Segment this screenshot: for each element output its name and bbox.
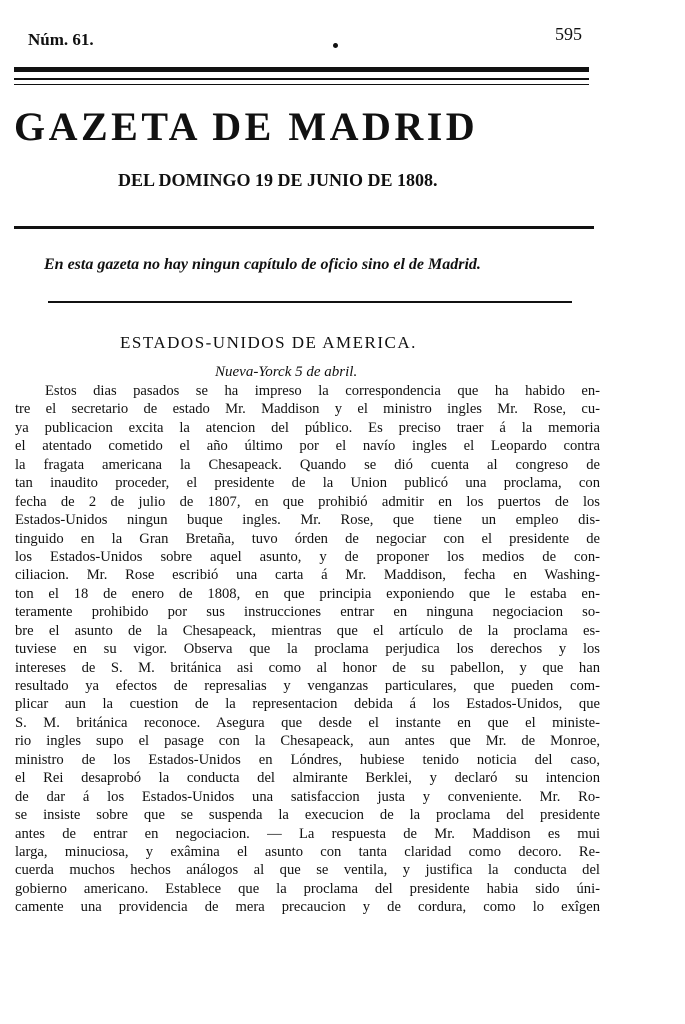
notice-rule <box>48 301 572 303</box>
article-dateline: Nueva-Yorck 5 de abril. <box>215 364 358 380</box>
article-line: antes de entrar en negociacion. — La respuesta de Mr. Maddison es mui <box>15 825 600 842</box>
article-line: larga, minuciosa, y exâmina el asunto con tanta claridad como decoro. Re- <box>15 843 600 860</box>
article-line: los Estados-Unidos sobre aquel asunto, y de proponer los medios de con- <box>15 548 600 565</box>
issue-number: Núm. 61. <box>28 30 94 49</box>
top-rule-thin-2 <box>14 84 589 85</box>
article-line: ciliacion. Mr. Rose escribió una carta á Mr. Maddison, fecha en Washing- <box>15 567 600 584</box>
article-line: plicar aun la cuestion de la representacion debida á los Estados-Unidos, que <box>15 696 600 713</box>
article-line: Estados-Unidos ningun buque ingles. Mr. Rose, que tiene un empleo dis- <box>15 512 600 529</box>
article-line: tuviese en su vigor. Observa que la proclama perjudica los derechos y los <box>15 641 600 658</box>
article-line: Estos dias pasados se ha impreso la correspondencia que ha habido en- <box>45 383 600 399</box>
article-line: se insiste sobre que se suspenda la execucion de la proclama del presidente <box>15 807 600 824</box>
article-line: de dar á los Estados-Unidos una satisfaccion justa y conveniente. Mr. Ro- <box>15 788 600 805</box>
article-line: tinguido en la Gran Bretaña, tuvo órden de negociar con el presidente de <box>15 530 600 547</box>
article-line: cuerda muchos hechos análogos al que se ventila, y justifica la conducta del <box>15 862 600 879</box>
article-line: camente una providencia de mera precaucion y de cordura, como lo exîgen <box>15 899 600 916</box>
official-notice: En esta gazeta no hay ningun capítulo de oficio sino el de Madrid. <box>44 256 481 273</box>
article-line: la fragata americana la Chesapeack. Quando se dió cuenta al congreso de <box>15 456 600 473</box>
article-line: tre el secretario de estado Mr. Maddison y el ministro ingles Mr. Rose, cu- <box>15 401 600 418</box>
section-title: ESTADOS-UNIDOS DE AMERICA. <box>120 333 417 352</box>
article-line: fecha de 2 de julio de 1807, en que prohibió admitir en los puertos de los <box>15 493 600 510</box>
masthead-date: DEL DOMINGO 19 DE JUNIO DE 1808. <box>118 170 438 190</box>
article-line: ton el 18 de enero de 1808, en que principia exponiendo que le estaba en- <box>15 585 600 602</box>
page-number: 595 <box>555 24 582 44</box>
article-line: intereses de S. M. británica asi como al honor de su pabellon, y que han <box>15 659 600 676</box>
date-rule <box>14 226 594 229</box>
top-rule-thin <box>14 78 589 80</box>
article-line: gobierno americano. Establece que la proclama del presidente habia sido úni- <box>15 880 600 897</box>
masthead-title: GAZETA DE MADRID <box>14 104 479 149</box>
article-line: el atentado cometido el año último por el navío ingles el Leopardo contra <box>15 438 600 455</box>
article-line: ya publicacion excita la atencion del público. Es preciso traer á la memoria <box>15 419 600 436</box>
article-line: resultado ya efectos de represalias y venganzas particulares, que pueden com- <box>15 678 600 694</box>
article-line: bre el asunto de la Chesapeack, mientras que el artículo de la proclama es- <box>15 622 600 639</box>
article-line: S. M. británica reconoce. Asegura que desde el instante en que el ministe- <box>15 714 600 731</box>
article-body <box>15 382 600 917</box>
article-line: el Rei desaprobó la conducta del almirante Berklei, y declaró su intencion <box>15 770 600 787</box>
article-line: tan inaudito proceder, el presidente de la Union publicó una proclama, con <box>15 475 600 492</box>
article-line: ministro de los Estados-Unidos en Lóndres, hubiese tenido noticia del caso, <box>15 751 600 768</box>
article-line: rio ingles supo el pasage con la Chesapeack, aun antes que Mr. de Monroe, <box>15 733 600 750</box>
top-rule-thick <box>14 67 589 72</box>
ink-dot <box>333 43 338 48</box>
article-line: teramente prohibido por sus instrucciones entrar en ninguna negociacion so- <box>15 604 600 621</box>
